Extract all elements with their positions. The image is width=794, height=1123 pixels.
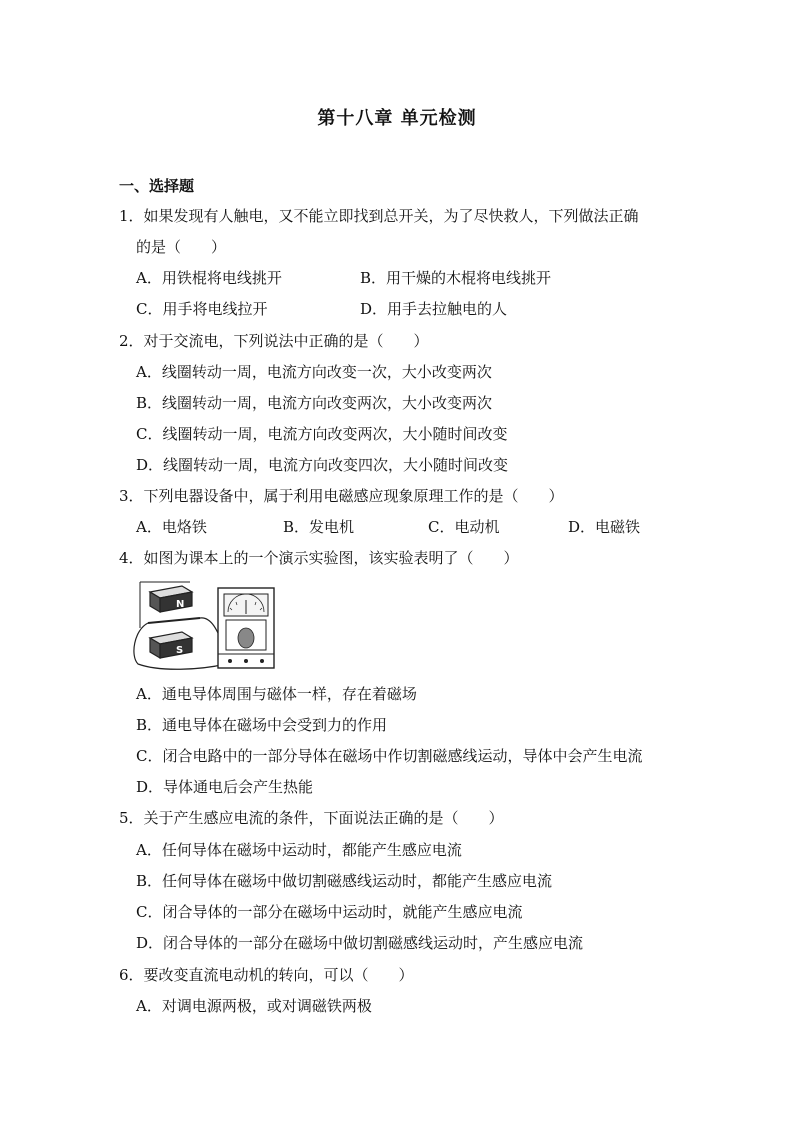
question-4-option-b: B．通电导体在磁场中会受到力的作用 [136, 716, 388, 734]
question-4-option-c: C．闭合电路中的一部分导体在磁场中作切割磁感线运动，导体中会产生电流 [136, 747, 643, 765]
question-1-option-c: C．用手将电线拉开 [136, 300, 268, 318]
question-5-option-a: A．任何导体在磁场中运动时，都能产生感应电流 [136, 841, 462, 859]
question-4-option-d: D．导体通电后会产生热能 [136, 778, 314, 796]
question-2-stem: 2．对于交流电，下列说法中正确的是（ ） [119, 332, 429, 350]
question-4-option-a: A．通电导体周围与磁体一样，存在着磁场 [136, 685, 417, 703]
conductor-rod [148, 618, 200, 623]
question-2-option-c: C．线圈转动一周，电流方向改变两次，大小随时间改变 [136, 425, 508, 443]
magnet-s-label: S [176, 645, 184, 656]
question-3-option-a: A．电烙铁 [136, 518, 207, 536]
experiment-figure [130, 578, 280, 674]
question-3-stem: 3．下列电器设备中，属于利用电磁感应现象原理工作的是（ ） [119, 487, 564, 505]
magnet-n-label: N [176, 599, 185, 610]
question-5-stem: 5．关于产生感应电流的条件，下面说法正确的是（ ） [119, 809, 504, 827]
question-4-stem: 4．如图为课本上的一个演示实验图，该实验表明了（ ） [119, 549, 519, 567]
question-3-option-b: B．发电机 [283, 518, 355, 536]
galvanometer-icon [218, 588, 274, 668]
question-1-stem-line-2: 的是（ ） [136, 238, 227, 256]
question-1-option-b: B．用干燥的木棍将电线挑开 [360, 269, 552, 287]
question-1-option-d: D．用手去拉触电的人 [360, 300, 508, 318]
question-3-option-d: D．电磁铁 [568, 518, 641, 536]
question-3-option-c: C．电动机 [428, 518, 500, 536]
question-5-option-d: D．闭合导体的一部分在磁场中做切割磁感线运动时，产生感应电流 [136, 934, 584, 952]
page-title: 第十八章 单元检测 [317, 108, 477, 129]
question-1-stem-line-1: 1．如果发现有人触电，又不能立即找到总开关，为了尽快救人，下列做法正确 [119, 207, 639, 225]
question-2-option-a: A．线圈转动一周，电流方向改变一次，大小改变两次 [136, 363, 492, 381]
magnet-n-icon [150, 586, 192, 612]
question-6-stem: 6．要改变直流电动机的转向，可以（ ） [119, 966, 414, 984]
question-2-option-b: B．线圈转动一周，电流方向改变两次，大小改变两次 [136, 394, 493, 412]
magnet-s-icon [150, 632, 192, 658]
question-5-option-b: B．任何导体在磁场中做切割磁感线运动时，都能产生感应电流 [136, 872, 553, 890]
question-6-option-a: A．对调电源两极，或对调磁铁两极 [136, 997, 372, 1015]
question-1-option-a: A．用铁棍将电线挑开 [136, 269, 282, 287]
question-5-option-c: C．闭合导体的一部分在磁场中运动时，就能产生感应电流 [136, 903, 523, 921]
question-2-option-d: D．线圈转动一周，电流方向改变四次，大小随时间改变 [136, 456, 509, 474]
section-heading: 一、选择题 [119, 177, 195, 195]
